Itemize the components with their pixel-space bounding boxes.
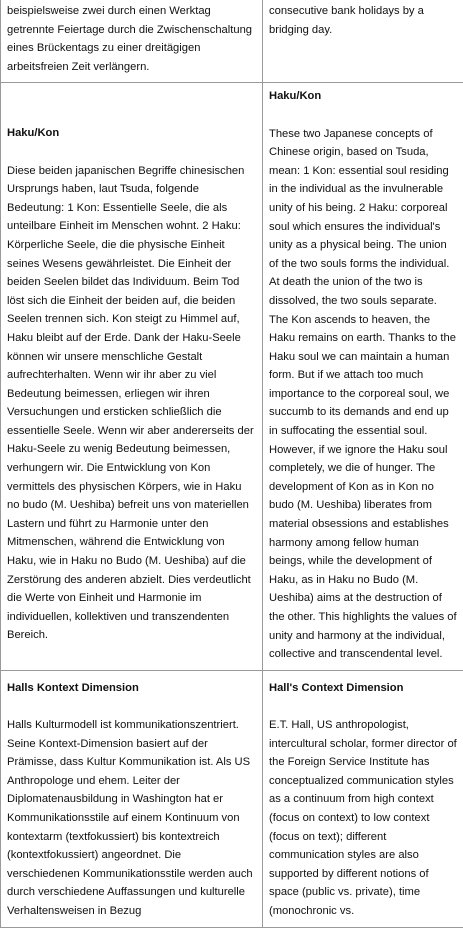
english-cell xyxy=(263,83,463,670)
term-heading-de: Halls Kontext Dimension xyxy=(7,679,256,698)
german-cell xyxy=(1,670,263,927)
term-heading-en: Haku/Kon xyxy=(269,87,457,106)
german-text: Halls Kulturmodell ist kommunikationszentriert. Seine Kontext-Dimension basiert auf der Prämisse, dass Kultur Kommunikation ist. Als US Anthropologe und ehem. Leiter der Diplomatenausbildung in Washington hat er Kommunikationsstile auf einem Kontinuum von kontextarm (textfokussiert) bis kontextreich (kontextfokussiert) angeordnet. Die verschiedenen Kommunikationsstile werden auch durch verschiedene Auffassungen und kulturelle Verhaltensweisen in Bezug xyxy=(7,716,256,921)
table-row xyxy=(1,0,463,83)
english-cell xyxy=(263,670,463,927)
german-cell xyxy=(1,0,263,83)
term-heading-de: Haku/Kon xyxy=(7,124,256,143)
german-cell xyxy=(1,83,263,670)
term-heading-en: Hall's Context Dimension xyxy=(269,679,457,698)
english-text: E.T. Hall, US anthropologist, intercultural scholar, former director of the Foreign Service Institute has conceptualized communication styles as a continuum from high context (focus on context) to low context (focus on text); different communication styles are also supported by different notions of space (public vs. private), time (monochronic vs. xyxy=(269,716,457,921)
german-text: beispielsweise zwei durch einen Werktag getrennte Feiertage durch die Zwischenschaltung eines Brückentags zu einer dreitägigen arbeitsfreien Zeit verlängern. xyxy=(7,2,256,76)
german-text: Diese beiden japanischen Begriffe chinesischen Ursprungs haben, laut Tsuda, folgende Bedeutung: 1 Kon: Essentielle Seele, die als unteilbare Einheit im Menschen wohnt. 2 Haku: Körperliche Seele, die die physische Einheit seines Wesens gewährleistet. Die Einheit der beiden Seelen bildet das Individuum. Beim Tod löst sich die Einheit der beiden auf, die beiden Seelen trennen sich. Kon steigt zu Himmel auf, Haku bleibt auf der Erde. Dank der Haku-Seele können wir unsere menschliche Gestalt aufrechterhalten. Wenn wir ihr aber zu viel Bedeutung beimessen, erliegen wir ihren Versuchungen und ersticken schließlich die essentielle Seele. Wenn wir aber andererseits der Haku-Seele zu wenig Bedeutung beimessen, verhungern wir. Die Entwicklung von Kon vermittels des physischen Körpers, wie in Haku no budo (M. Ueshiba) befreit uns von materiellen Lastern und führt zu Harmonie unter den Mitmenschen, während die Entwicklung von Haku, wie in Haku no Budo (M. Ueshiba) auf die Zerstörung des anderen abzielt. Dies verdeutlicht die Werte von Einheit und Harmonie im individuellen, kollektiven und transzendenten Bereich. xyxy=(7,162,256,645)
table-row xyxy=(1,670,463,927)
english-text: consecutive bank holidays by a bridging day. xyxy=(269,2,457,39)
english-cell xyxy=(263,0,463,83)
english-text: These two Japanese concepts of Chinese origin, based on Tsuda, mean: 1 Kon: essential soul residing in the individual as the invulnerable unity of his being. 2 Haku: corporeal soul which ensures the individual's unity as a physical being. The union of the two souls forms the individual. At death the union of the two is dissolved, the two souls separate. The Kon ascends to heaven, the Haku remains on earth. Thanks to the Haku soul we can maintain a human form. But if we attach too much importance to the corporeal soul, we succumb to its demands and end up in suffocating the essential soul. However, if we ignore the Haku soul completely, we die of hunger. The development of Kon as in Kon no budo (M. Ueshiba) liberates from material obsessions and establishes harmony among fellow human beings, while the development of Haku, as in Haku no Budo (M. Ueshiba) aims at the destruction of the other. This highlights the values of unity and harmony at the individual, collective and transcendental level. xyxy=(269,125,457,664)
table-row xyxy=(1,83,463,670)
